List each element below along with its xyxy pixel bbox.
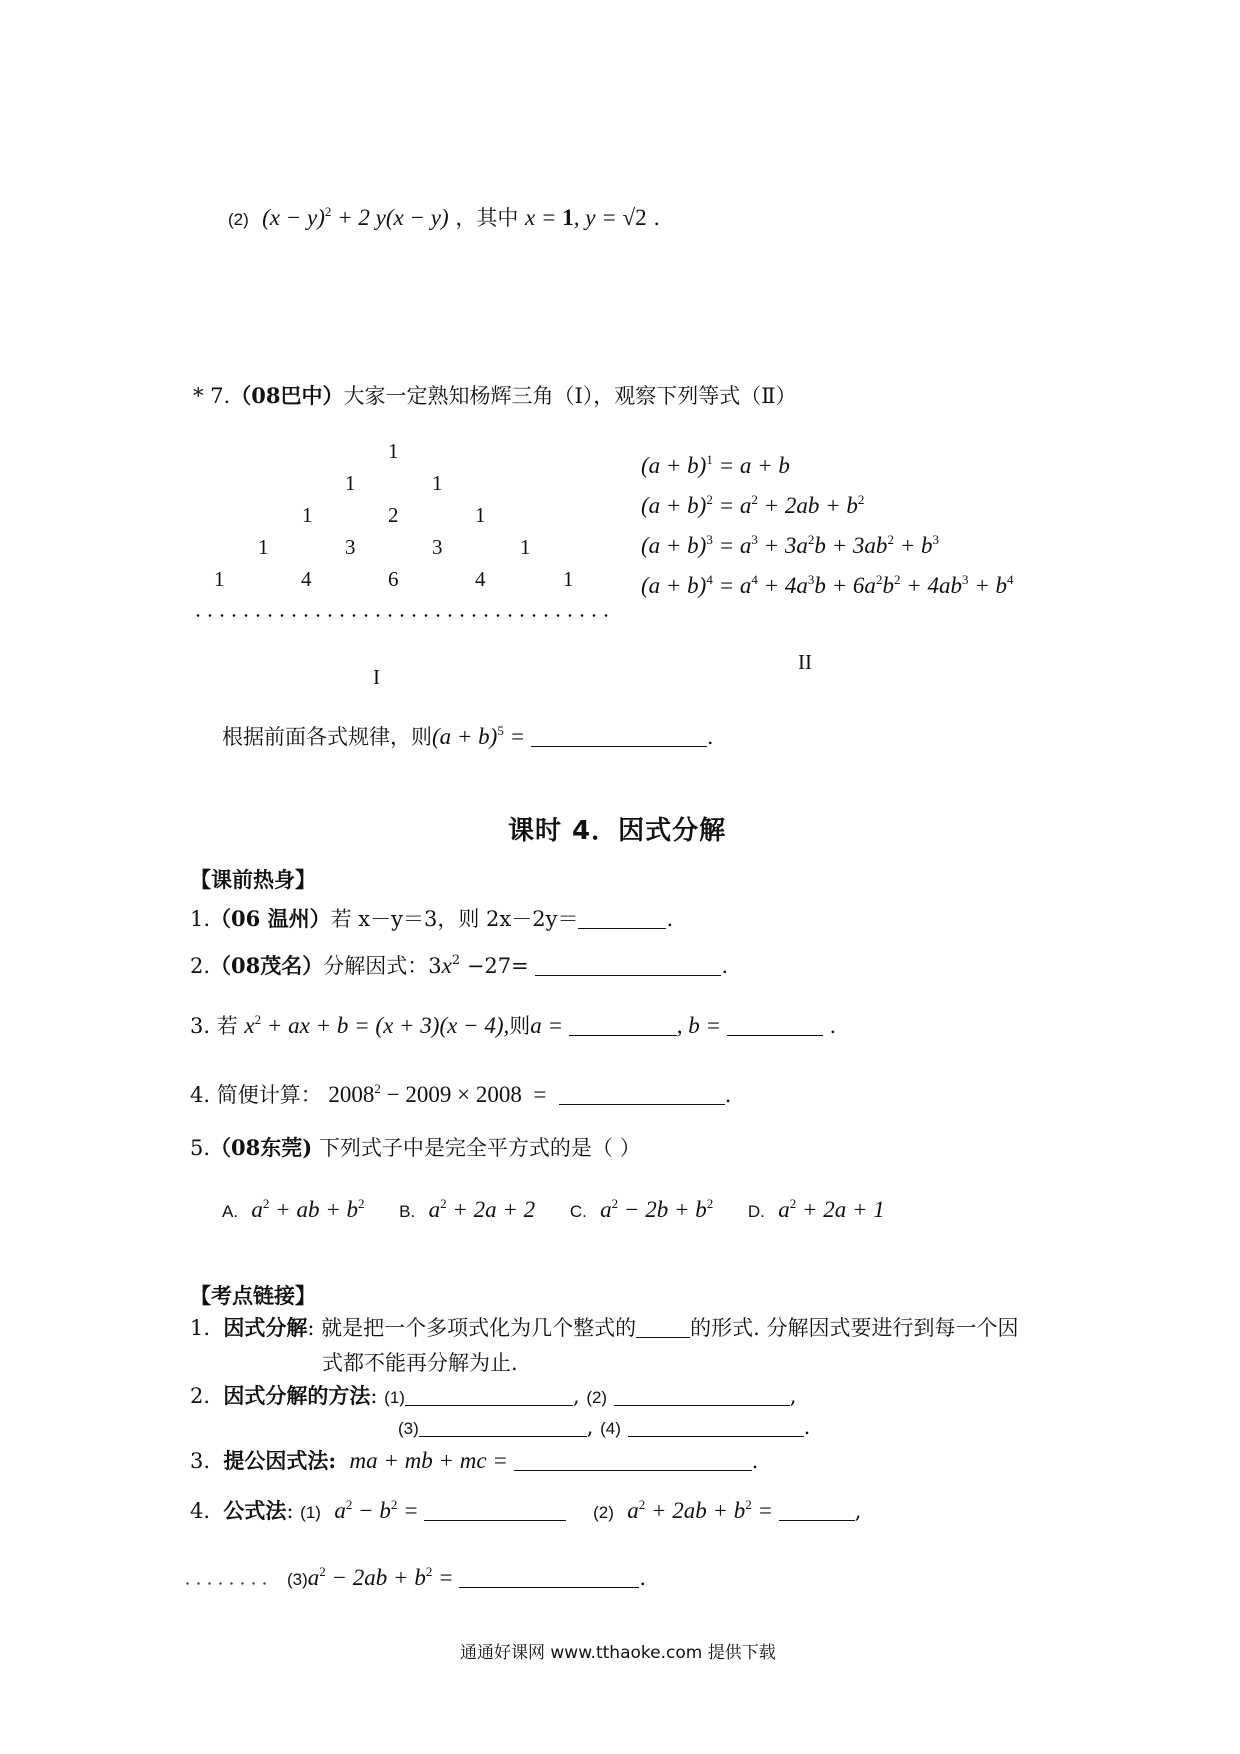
triangle-cell: 1: [388, 439, 399, 463]
warmup-question-5: 5.（08东莞) 下列式子中是完全平方式的是（ ）: [190, 1135, 641, 1160]
answer-blank[interactable]: [419, 1416, 587, 1437]
triangle-cell: 2: [388, 503, 399, 527]
triangle-cell: 1: [258, 535, 269, 559]
expansion-2: $(a + b)^2 = a^2 + 2ab + b^2$: [641, 492, 865, 518]
answer-blank[interactable]: [727, 1015, 823, 1036]
triangle-cell: 4: [301, 567, 312, 591]
section-header-links: 【考点链接】: [190, 1283, 316, 1308]
answer-options: [222, 1197, 913, 1225]
key-point-2: 2. 因式分解的方法: (1) , (2) ,: [190, 1383, 797, 1408]
triangle-cell: 4: [475, 567, 486, 591]
triangle-cell: 1: [520, 535, 531, 559]
sub-problem-2: (2) $(x - y)^2 + 2$ y(x − y) ，其中 x = 1, y = √2 .: [228, 204, 660, 230]
answer-blank[interactable]: [628, 1416, 804, 1437]
triangle-cell: 3: [432, 535, 443, 559]
key-point-2-cont: (3) , (4) .: [398, 1415, 811, 1439]
answer-blank[interactable]: [459, 1567, 639, 1588]
question-7: * 7.（08巴中）大家一定熟知杨辉三角（Ⅰ），观察下列等式（Ⅱ）: [193, 383, 797, 408]
option-a[interactable]: A. $a^2$ + ab + $b^2$: [222, 1196, 365, 1222]
answer-blank[interactable]: [578, 908, 666, 929]
expansion-1: $(a + b)^1 = a + b$: [641, 452, 790, 478]
answer-blank[interactable]: [535, 955, 721, 976]
question-7-ask: 根据前面各式规律，则$(a + b)^5$ = .: [222, 723, 714, 749]
warmup-question-2: 2.（08茂名）分解因式：$3x^2 -27=$ .: [190, 953, 729, 978]
expression-6-2: $(x - y)^2 + 2$ y(x − y): [262, 204, 449, 230]
triangle-cell: 1: [563, 567, 574, 591]
answer-blank[interactable]: [531, 726, 707, 747]
warmup-question-1: 1.（06 温州）若 x－y＝3，则 2x－2y＝ .: [190, 906, 674, 931]
section-header-warmup: 【课前热身】: [190, 867, 316, 892]
triangle-cell: 1: [345, 471, 356, 495]
key-point-1-cont: 式都不能再分解为止.: [322, 1351, 518, 1375]
answer-blank[interactable]: [779, 1500, 855, 1521]
option-d[interactable]: D. $a^2 + 2a + 1$: [747, 1196, 885, 1222]
triangle-cell: 1: [214, 567, 225, 591]
option-c[interactable]: C. $a^2 - 2b + b^2$: [569, 1196, 714, 1222]
triangle-cell: 6: [388, 567, 399, 591]
key-point-3: 3. 提公因式法: ma + mb + mc = .: [190, 1448, 759, 1473]
label-I: I: [373, 665, 380, 689]
triangle-cell: 3: [345, 535, 356, 559]
warmup-question-4: 4. 简便计算： $2008^2 - 2009 \times 2008$ = .: [190, 1081, 732, 1107]
triangle-cell: 1: [432, 471, 443, 495]
triangle-cell: 1: [475, 503, 486, 527]
answer-blank[interactable]: [569, 1015, 677, 1036]
answer-blank[interactable]: [405, 1385, 573, 1406]
answer-blank[interactable]: [514, 1450, 752, 1471]
leader-dots: [182, 1582, 268, 1585]
answer-blank[interactable]: [636, 1317, 690, 1338]
label-II: II: [798, 650, 812, 674]
dotted-continuation: [192, 614, 610, 617]
answer-blank[interactable]: [559, 1084, 725, 1105]
key-point-4-cont: $(3)a^2 - 2ab + b^2$ = .: [287, 1564, 647, 1590]
key-point-1: 1. 因式分解: 就是把一个多项式化为几个整式的 的形式. 分解因式要进行到每一个因: [190, 1315, 1019, 1340]
triangle-cell: 1: [302, 503, 313, 527]
key-point-4: 4. 公式法: (1) $a^2 - b^2$ = (2) $a^2 + 2ab + b^2$ = ,: [190, 1497, 862, 1523]
page-footer: 通通好课网 www.tthaoke.com 提供下载: [460, 1643, 776, 1663]
condition: x = 1, y = √2: [525, 205, 647, 230]
lesson-title: 课时 4．因式分解: [508, 816, 727, 846]
option-b[interactable]: B. $a^2 + 2a + 2$: [399, 1196, 536, 1222]
expansion-3: $(a + b)^3 = a^3 + 3a^2b + 3ab^2 + b^3$: [641, 532, 939, 558]
warmup-question-3: 3. 若 $x^2$ + ax + b = (x + 3)(x − 4),则a = , b = .: [190, 1012, 837, 1038]
expansion-4: $(a + b)^4 = a^4 + 4a^3b + 6a^2b^2 + 4ab^3 + b^4$: [641, 572, 1014, 598]
answer-blank[interactable]: [424, 1500, 566, 1521]
answer-blank[interactable]: [614, 1385, 790, 1406]
